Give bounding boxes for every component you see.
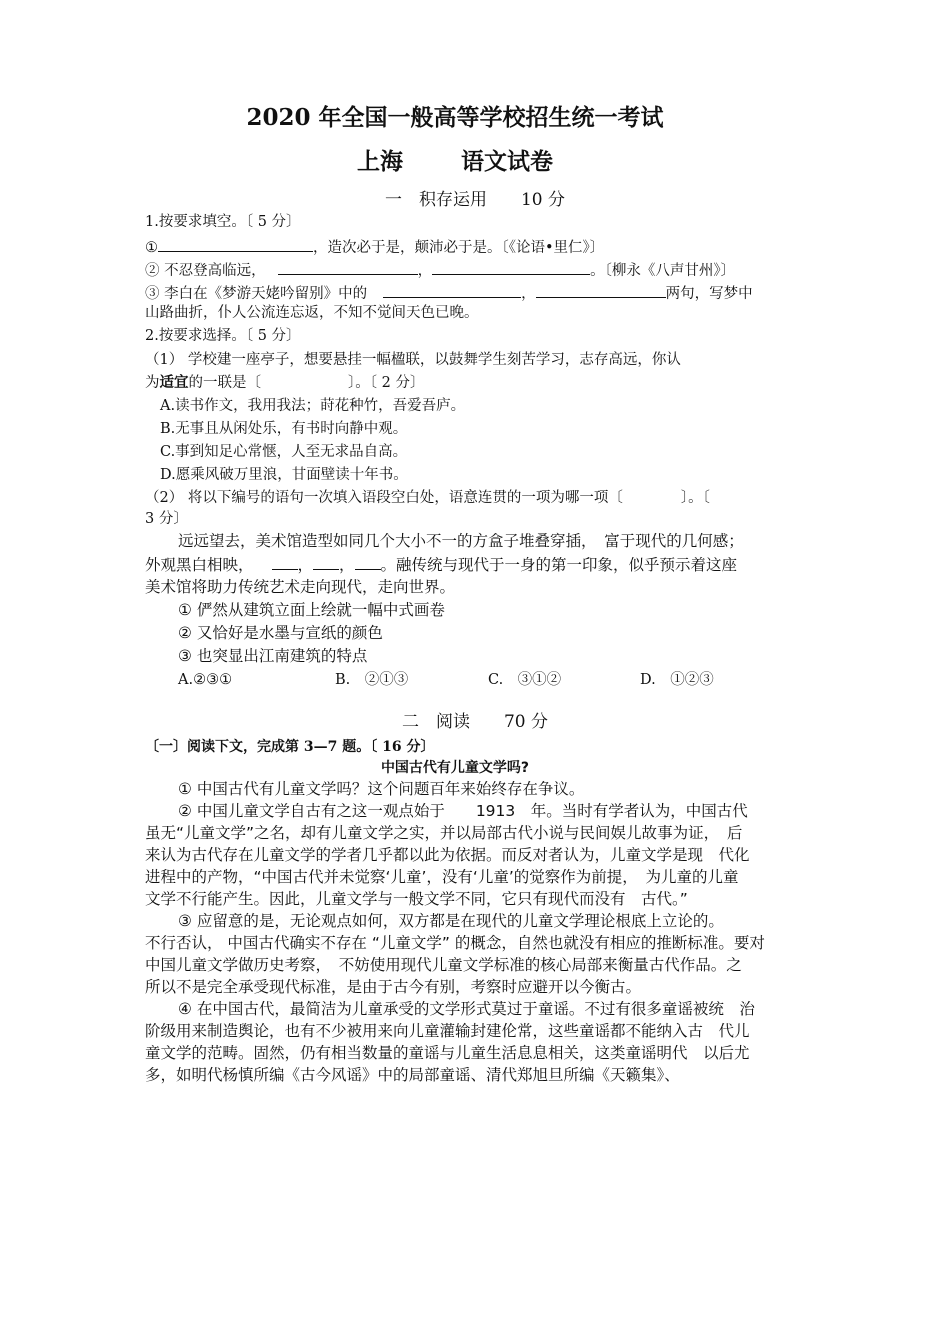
blank-4[interactable] xyxy=(383,282,521,298)
option-c[interactable]: C.事到知足心常惬，人至无求品自高。 xyxy=(160,444,408,460)
reading-part1-intro: 〔一〕阅读下文，完成第 3—7 题。〔 16 分〕 xyxy=(145,739,435,755)
q2-sub1-text-a: 为 xyxy=(145,375,160,391)
passage-blank-2[interactable] xyxy=(313,554,339,570)
passage-comma-1: ， xyxy=(297,556,314,574)
q2-sub2-line2: 3 分〕 xyxy=(145,511,188,527)
passage-line-3: 美术馆将助力传统艺术走向现代，走向世界。 xyxy=(145,578,456,596)
article-line-11: ④ 在中国古代，最简洁为儿童承受的文学形式莫过于童谣。不过有很多童谣被统 治 xyxy=(178,1000,755,1018)
subtitle-region: 上海 xyxy=(357,148,403,175)
q1-item2 xyxy=(145,259,735,281)
exam-title: 2020 年全国一般高等学校招生统一考试 xyxy=(246,104,664,131)
exam-subtitle xyxy=(0,147,910,177)
q1-item1 xyxy=(145,236,604,258)
q2-sub1-emphasis: 适宜 xyxy=(159,374,189,391)
article-line-8: 不行否认， 中国古代确实不存在 “儿童文学” 的概念，自然也就没有相应的推断标准。要对 xyxy=(145,934,765,952)
q1-item2-comma: ， xyxy=(417,263,433,279)
blank-3[interactable] xyxy=(432,259,590,275)
passage-blank-1[interactable] xyxy=(272,554,298,570)
q1-item1-text: ，造次必于是，颠沛必于是。〔《论语•里仁》〕 xyxy=(313,240,605,256)
q2-stem: 2.按要求选择。〔 5 分〕 xyxy=(145,328,301,344)
q2-sub1-text-c: 的一联是〔 〕。〔 2 分〕 xyxy=(188,375,425,391)
option-d[interactable]: D.愿乘风破万里浪，甘面壁读十年书。 xyxy=(160,467,408,483)
blank-1[interactable] xyxy=(158,236,313,252)
choice-d[interactable]: D. ①②③ xyxy=(640,672,714,688)
q1-item3-comma: ， xyxy=(521,286,536,302)
sentence-2: ② 又恰好是水墨与宣纸的颜色 xyxy=(178,624,383,642)
article-line-9: 中国儿童文学做历史考察， 不妨使用现代儿童文学标准的核心局部来衡量古代作品。之 xyxy=(145,956,742,974)
q1-item1-number: ① xyxy=(145,240,158,256)
q1-stem: 1.按要求填空。〔 5 分〕 xyxy=(145,214,301,230)
sentence-1: ① 俨然从建筑立面上绘就一幅中式画卷 xyxy=(178,601,445,619)
article-line-2: ② 中国儿童文学自古有之这一观点始于 1913 年。当时有学者认为，中国古代 xyxy=(178,802,748,820)
article-line-5: 进程中的产物，“中国古代并未觉察‘儿童’，没有‘儿童’的觉察作为前提， 为儿童的儿童 xyxy=(145,868,739,886)
option-b[interactable]: B.无事且从闲处乐，有书时向静中观。 xyxy=(160,421,408,437)
q1-item2-prefix: ② 不忍登高临远， xyxy=(145,263,266,279)
article-line-10: 所以不是完全承受现代标准，是由于古今有别，考察时应避开以今衡古。 xyxy=(145,978,642,996)
choice-c[interactable]: C. ③①② xyxy=(488,672,562,688)
passage-line-2-d: 。融传统与现代于一身的第一印象，似乎预示着这座 xyxy=(380,556,738,574)
option-a[interactable]: A.读书作文，我用我法；莳花种竹，吾爱吾庐。 xyxy=(160,398,466,414)
article-title: 中国古代有儿童文学吗? xyxy=(380,760,530,776)
subtitle-subject: 语文试卷 xyxy=(461,148,553,175)
passage-blank-3[interactable] xyxy=(355,554,381,570)
q1-item3-suffix: 两句，写梦中 xyxy=(665,286,753,302)
passage-comma-2: ， xyxy=(339,556,355,574)
q1-item3-prefix: ③ 李白在《梦游天姥吟留别》中的 xyxy=(145,286,368,302)
passage-line-2-a: 外观黑白相映， xyxy=(145,556,254,574)
choice-b[interactable]: B. ②①③ xyxy=(335,672,409,688)
q2-sub1-line2 xyxy=(145,373,424,393)
article-line-1: ① 中国古代有儿童文学吗？这个问题百年来始终存在争议。 xyxy=(178,780,585,798)
q1-item3 xyxy=(145,282,753,304)
section2-heading: 二 阅读 70 分 xyxy=(401,712,549,732)
article-line-3: 虽无“儿童文学”之名，却有儿童文学之实，并以局部古代小说与民间娱儿故事为证， 后 xyxy=(145,824,743,842)
sentence-3: ③ 也突显出江南建筑的特点 xyxy=(178,647,368,665)
article-line-14: 多，如明代杨慎所编《古今风谣》中的局部童谣、清代郑旭旦所编《天籁集》、 xyxy=(145,1066,680,1084)
passage-line-1: 远远望去，美术馆造型如同几个大小不一的方盒子堆叠穿插， 富于现代的几何感； xyxy=(178,532,744,550)
article-line-13: 童文学的范畴。固然，仍有相当数量的童谣与儿童生活息息相关，这类童谣明代 以后尤 xyxy=(145,1044,750,1062)
q1-item2-suffix: 。〔柳永《八声甘州》〕 xyxy=(590,263,736,279)
article-line-7: ③ 应留意的是，无论观点如何，双方都是在现代的儿童文学理论根底上立论的。 xyxy=(178,912,724,930)
article-line-4: 来认为古代存在儿童文学的学者几乎都以此为依据。而反对者认为，儿童文学是现 代化 xyxy=(145,846,750,864)
q1-item3-line2: 山路曲折，仆人公流连忘返，不知不觉间天色已晚。 xyxy=(145,305,479,321)
q2-sub2-line1: （2） 将以下编号的语句一次填入语段空白处，语意连贯的一项为哪一项〔 〕。〔 xyxy=(145,490,710,506)
blank-2[interactable] xyxy=(278,259,418,275)
article-line-6: 文学不行能产生。因此，儿童文学与一般文学不同，它只有现代而没有 古代。” xyxy=(145,890,688,908)
section1-heading: 一 积存运用 10 分 xyxy=(384,190,566,210)
q2-sub1-line1: （1） 学校建一座亭子，想要悬挂一幅楹联，以鼓舞学生刻苦学习，志存高远，你认 xyxy=(145,352,681,368)
passage-line-2 xyxy=(145,554,737,575)
blank-5[interactable] xyxy=(536,282,666,298)
choice-a[interactable]: A.②③① xyxy=(178,672,233,688)
article-line-12: 阶级用来制造舆论，也有不少被用来向儿童灌输封建伦常，这些童谣都不能纳入古 代儿 xyxy=(145,1022,750,1040)
